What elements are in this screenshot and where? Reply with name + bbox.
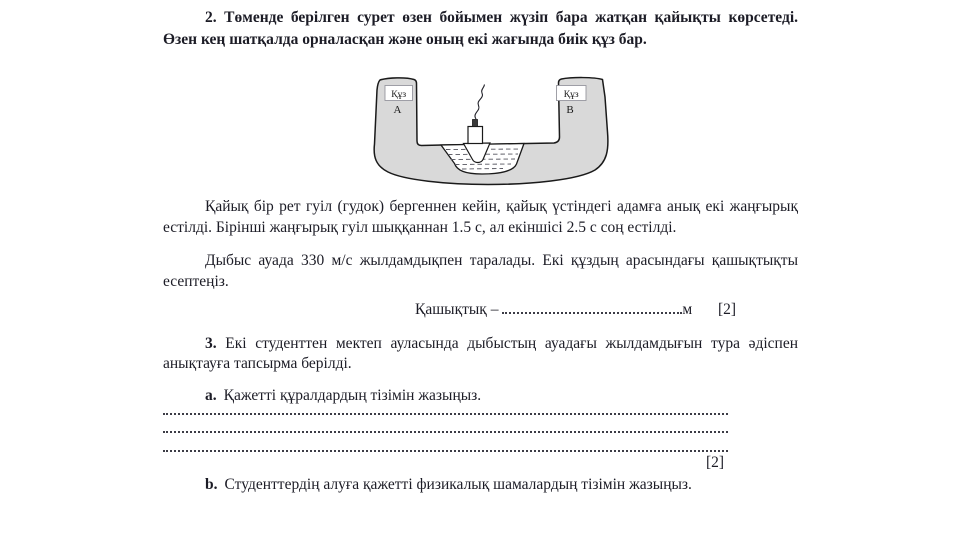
answer-blank-line-3 (163, 438, 728, 452)
cliff-a-letter: А (393, 104, 402, 116)
question-3-intro (163, 334, 798, 374)
question-3-text: Екі студенттен мектеп ауласында дыбыстың ауадағы жылдамдығын тура әдіспен анықтауға тапсырма берілді. (163, 335, 799, 372)
item-a-text: Қажетті құралдардың тізімін жазыңыз. (223, 387, 482, 404)
question-2-speed-paragraph: Дыбыс ауада 330 м/с жылдамдықпен таралады. Екі құздың арасындағы қашықтықты есептеңіз. (163, 252, 798, 290)
question-2-intro: 2. Төменде берілген сурет өзен бойымен жүзіп бара жатқан қайықты көрсетеді. Өзен кең шатқалда орналасқан және оның екі жағында биік құз бар. (163, 9, 798, 48)
distance-answer-blank (502, 312, 682, 314)
distance-answer-row (415, 301, 736, 319)
boat-funnel (473, 120, 478, 127)
cliff-b-letter: В (566, 104, 574, 116)
distance-answer-unit: м (682, 301, 693, 318)
canyon-diagram-svg (370, 62, 620, 190)
cliff-a-label: Құз (391, 89, 407, 100)
item-b-label: b. (205, 476, 218, 493)
canyon-diagram (370, 62, 620, 190)
sound-squiggle (475, 85, 485, 120)
question-3-number: 3. (205, 335, 217, 352)
answer-blank-line-1 (163, 401, 728, 415)
question-2-echo-paragraph: Қайық бір рет гуіл (гудок) бергеннен кейін, қайық үстіндегі адамға анық екі жаңғырық естілді. Бірінші жаңғырық гуіл шыққаннан 1.5 с, ал екіншісі 2.5 с соң естілді. (163, 198, 798, 236)
answer-blank-line-2 (163, 419, 728, 433)
question-2-marks: [2] (718, 301, 737, 318)
boat-cabin (468, 127, 483, 144)
distance-answer-label: Қашықтық – (415, 301, 499, 318)
item-a-label: a. (205, 387, 217, 404)
item-b-text: Студенттердің алуға қажетті физикалық шамалардың тізімін жазыңыз. (224, 476, 692, 493)
cliff-b-label: Құз (563, 89, 579, 100)
question-3a-marks: [2] (706, 454, 725, 471)
question-3-item-b (205, 476, 692, 494)
